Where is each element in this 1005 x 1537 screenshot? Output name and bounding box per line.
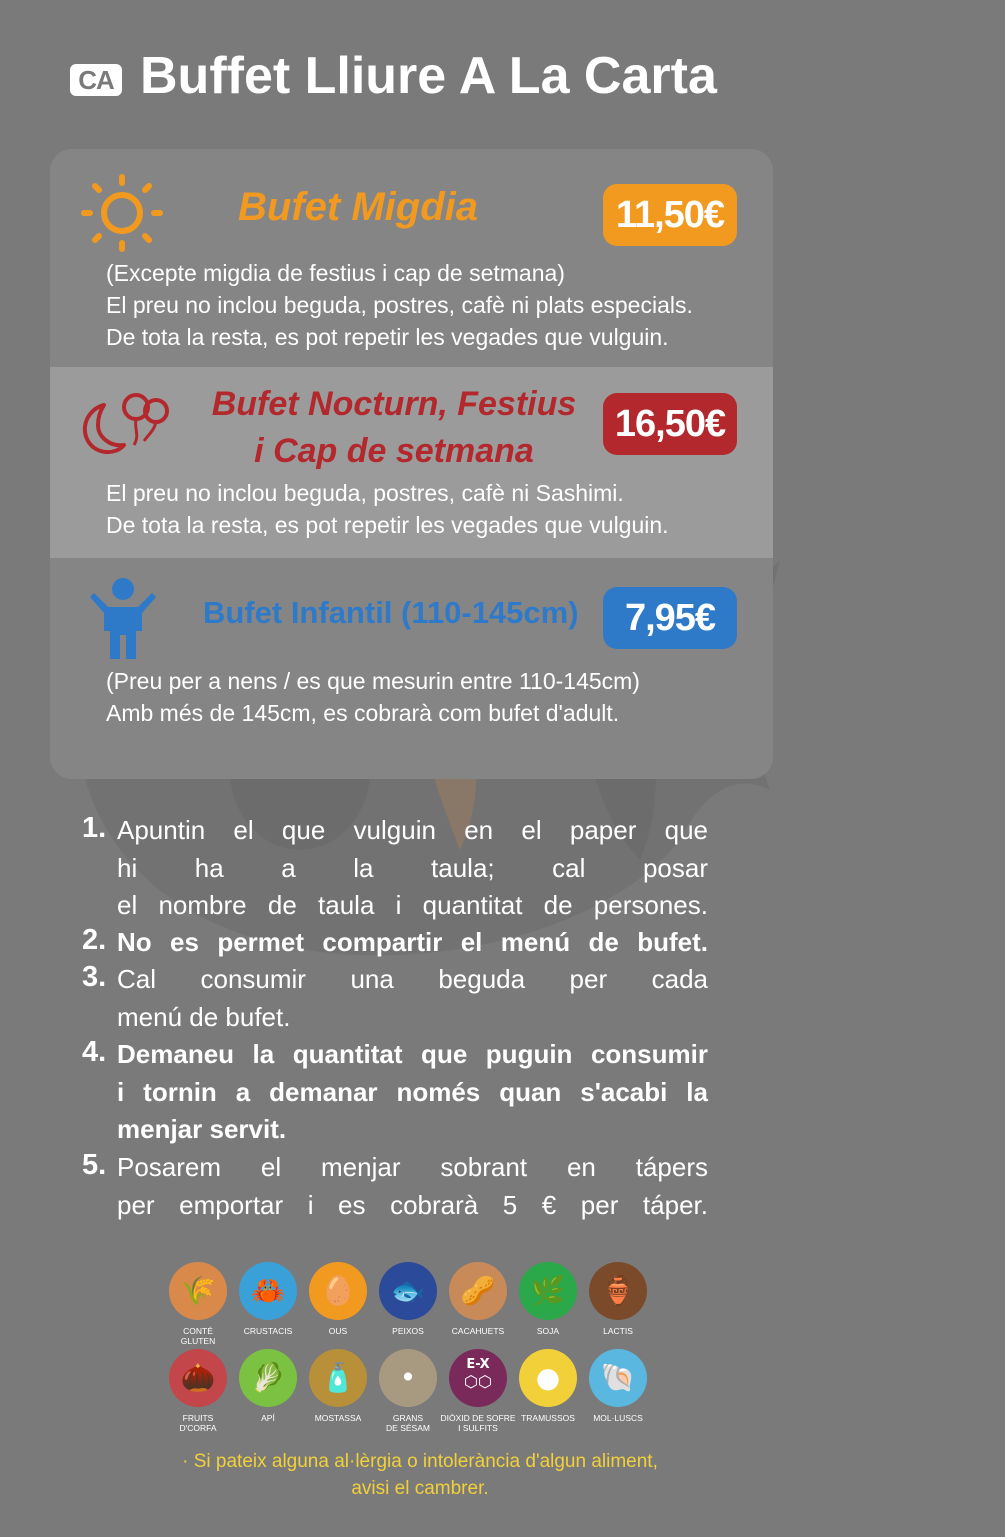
allergen-item: [228, 1262, 308, 1336]
kids-buffet-price: 7,95€: [603, 587, 737, 649]
midday-buffet-price: 11,50€: [603, 184, 737, 246]
allergen-item: [298, 1262, 378, 1336]
allergy-notice: [120, 1448, 720, 1502]
allergen-item: [298, 1349, 378, 1423]
rule-item: [82, 1149, 708, 1227]
allergen-item: [508, 1349, 588, 1423]
rule-number: 2.: [82, 924, 107, 956]
allergen-label-line: CRUSTACIS: [243, 1326, 293, 1336]
gluten-icon: 🌾: [169, 1262, 227, 1320]
description-line: (Excepte migdia de festius i cap de setmana): [106, 260, 565, 286]
rule-number: 3.: [82, 961, 107, 993]
allergen-label: [368, 1326, 448, 1336]
allergen-label: [158, 1326, 238, 1346]
rule-item: [82, 924, 708, 964]
sulphite-icon: [449, 1349, 507, 1407]
kids-buffet-title: Bufet Infantil (110-145cm): [203, 595, 579, 630]
midday-buffet-description: [106, 257, 693, 353]
rule-line: hi ha a la taula; cal posar: [117, 852, 708, 883]
allergen-label-line: CACAHUETS: [451, 1326, 505, 1336]
allergen-label-line: LACTIS: [603, 1326, 633, 1336]
allergen-item: [578, 1262, 658, 1336]
allergen-label-line: DE SÉSAM: [386, 1423, 430, 1433]
rule-line: Posarem el menjar sobrant en tápers: [117, 1152, 708, 1182]
lupin-icon: ●: [519, 1349, 577, 1407]
rule-item: [82, 961, 708, 1039]
allergen-item: [368, 1262, 448, 1336]
soy-icon: 🌿: [519, 1262, 577, 1320]
rule-line: No es permet compartir el menú de bufet.: [117, 927, 708, 957]
description-line: El preu no inclou beguda, postres, cafè ni plats especials.: [106, 292, 693, 318]
nut-icon: 🌰: [169, 1349, 227, 1407]
night-buffet-description: [106, 477, 669, 541]
sun-icon: [80, 173, 164, 253]
rule-line: menú de bufet.: [117, 1001, 291, 1032]
allergen-label: [508, 1326, 588, 1336]
allergen-label-line: TRAMUSSOS: [521, 1413, 575, 1423]
rule-line: el nombre de taula i quantitat de persones.: [117, 890, 708, 920]
allergen-label-line: D'CORFA: [179, 1423, 217, 1433]
allergen-label: [438, 1413, 518, 1433]
title-line: Bufet Nocturn, Festius: [211, 385, 577, 423]
night-buffet-title: [174, 381, 614, 475]
allergen-label-line: SOJA: [536, 1326, 560, 1336]
allergen-item: [368, 1349, 448, 1433]
allergen-label: [508, 1413, 588, 1423]
shell-icon: 🐚: [589, 1349, 647, 1407]
mustard-icon: 🧴: [309, 1349, 367, 1407]
allergen-label: [578, 1413, 658, 1423]
allergen-label-line: GLUTEN: [180, 1336, 216, 1346]
allergen-label: [578, 1326, 658, 1336]
page-title: Buffet Lliure A La Carta: [140, 47, 717, 105]
allergen-label: [368, 1413, 448, 1433]
moon-balloons-icon: [74, 387, 174, 459]
midday-buffet-title: Bufet Migdia: [238, 185, 478, 229]
rule-number: 5.: [82, 1149, 107, 1181]
notice-line: avisi el cambrer.: [351, 1478, 489, 1499]
rule-line: i tornin a demanar només quan s'acabi la: [117, 1076, 708, 1107]
description-line: El preu no inclou beguda, postres, cafè ni Sashimi.: [106, 480, 624, 506]
celery-icon: 🥬: [239, 1349, 297, 1407]
allergen-label-line: OUS: [328, 1326, 348, 1336]
kids-buffet-description: [106, 665, 640, 729]
description-line: Amb més de 145cm, es cobrarà com bufet d'adult.: [106, 700, 620, 726]
allergen-item: [438, 1349, 518, 1433]
allergen-label: [298, 1413, 378, 1423]
allergen-label: [438, 1326, 518, 1336]
allergen-label-line: APÍ: [261, 1413, 275, 1423]
allergen-label-line: CONTÉ: [183, 1326, 213, 1336]
fish-icon: 🐟: [379, 1262, 437, 1320]
sesame-icon: •: [379, 1349, 437, 1407]
allergen-label-line: DIÒXID DE SOFRE: [440, 1413, 516, 1423]
rule-line: Apuntin el que vulguin en el paper que: [117, 815, 708, 845]
description-line: De tota la resta, es pot repetir les vegades que vulguin.: [106, 324, 669, 350]
rule-item: [82, 1036, 708, 1151]
allergen-item: [508, 1262, 588, 1336]
description-line: De tota la resta, es pot repetir les vegades que vulguin.: [106, 512, 669, 538]
rule-number: 1.: [82, 812, 107, 844]
allergen-item: [438, 1262, 518, 1336]
rule-line: Cal consumir una beguda per cada: [117, 964, 708, 994]
allergen-label-line: PEIXOS: [392, 1326, 424, 1336]
rule-number: 4.: [82, 1036, 107, 1068]
peanut-icon: 🥜: [449, 1262, 507, 1320]
title-line: i Cap de setmana: [254, 432, 534, 470]
allergen-label-line: MOSTASSA: [314, 1413, 362, 1423]
rule-line: menjar servit.: [117, 1114, 287, 1144]
description-line: (Preu per a nens / es que mesurin entre 110-145cm): [106, 668, 640, 694]
allergen-label: [228, 1326, 308, 1336]
allergen-item: [158, 1262, 238, 1346]
allergen-label-line: GRANS: [392, 1413, 424, 1423]
eggs-icon: 🥚: [309, 1262, 367, 1320]
night-buffet-price: 16,50€: [603, 393, 737, 455]
language-badge: CA: [70, 64, 122, 96]
allergen-marker: E-X ⬡⬡: [464, 1357, 492, 1391]
rule-line: Demaneu la quantitat que puguin consumir: [117, 1039, 708, 1069]
allergen-label: [228, 1413, 308, 1423]
rule-line: per emportar i es cobrarà 5 € per táper.: [117, 1189, 708, 1220]
allergen-label-line: I SULFITS: [458, 1423, 498, 1433]
crab-icon: 🦀: [239, 1262, 297, 1320]
allergen-item: [228, 1349, 308, 1423]
allergen-item: [578, 1349, 658, 1423]
allergen-label-line: MOL·LUSCS: [593, 1413, 643, 1423]
allergen-label-line: FRUITS: [182, 1413, 214, 1423]
rule-item: [82, 812, 708, 927]
notice-line: · Si pateix alguna al·lèrgia o intolerància d'algun aliment,: [182, 1451, 658, 1472]
buffet-price-panel: [50, 149, 773, 779]
child-icon: [90, 577, 156, 661]
milk-jug-icon: 🏺: [589, 1262, 647, 1320]
allergen-label: [158, 1413, 238, 1433]
allergen-item: [158, 1349, 238, 1433]
allergen-label: [298, 1326, 378, 1336]
